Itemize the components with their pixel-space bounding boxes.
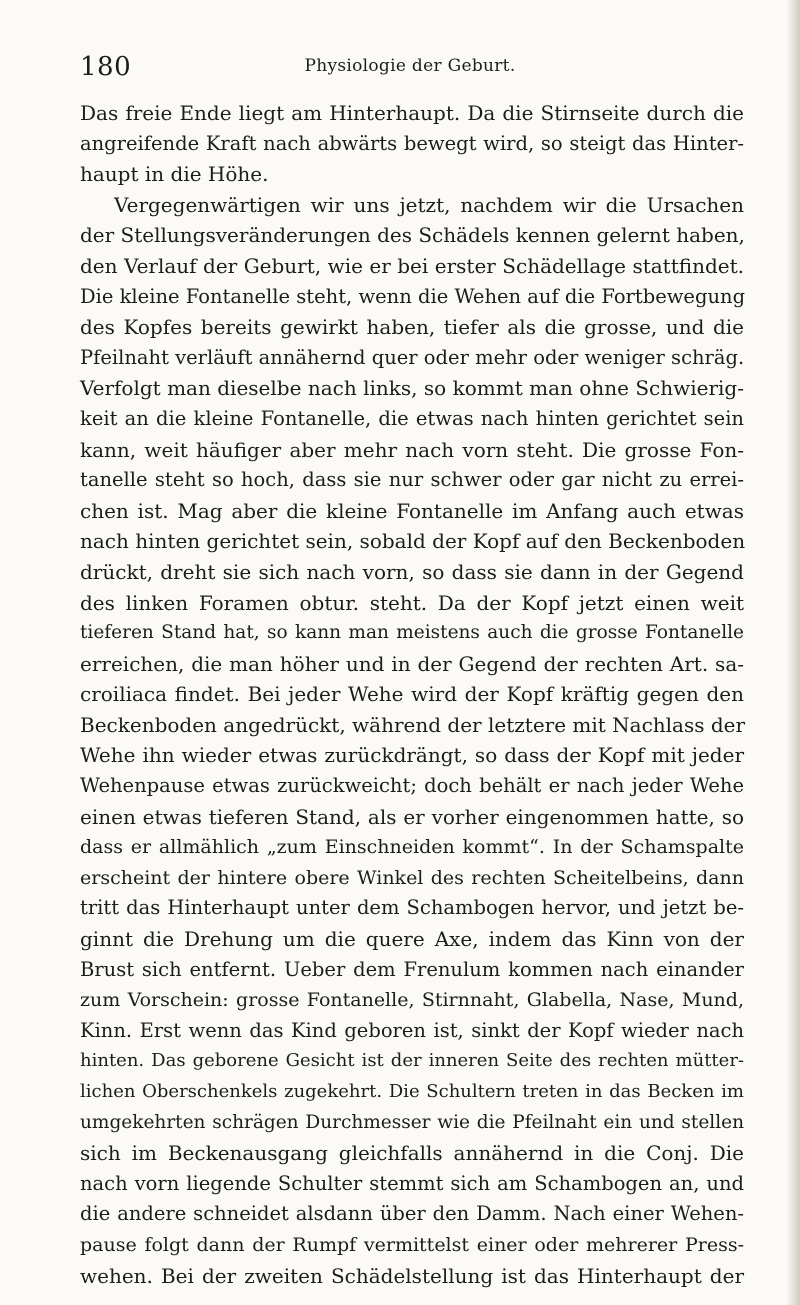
text-line: angreifende Kraft nach abwärts bewegt wird, so steigt das Hinter- [80,131,744,155]
text-line: die andere schneidet alsdann über den Damm. Nach einer Wehen- [80,1202,744,1226]
text-line: croiliaca findet. Bei jeder Wehe wird der Kopf kräftig gegen den [80,682,744,707]
text-line: Vergegenwärtigen wir uns jetzt, nachdem wir die Ursachen [114,192,744,217]
page-number: 180 [80,52,132,82]
text-line: chen ist. Mag aber die kleine Fontanelle im Anfang auch etwas [80,498,744,523]
text-line: nach vorn liegende Schulter stemmt sich am Schambogen an, und [80,1171,744,1195]
text-line: erscheint der hintere obere Winkel des rechten Scheitelbeins, dann [80,866,744,889]
text-line: nach hinten gerichtet sein, sobald der Kopf auf den Beckenboden [80,529,746,554]
text-line: lichen Oberschenkels zugekehrt. Die Schultern treten in das Becken im [80,1081,744,1102]
running-head: Physiologie der Geburt. [304,56,516,76]
page-header [80,52,740,82]
text-line: des Kopfes bereits gewirkt haben, tiefer als die grosse, und die [80,315,744,340]
text-line: Die kleine Fontanelle steht, wenn die Wehen auf die Fortbewegung [80,284,746,308]
text-line: pause folgt dann der Rumpf vermittelst einer oder mehrerer Press- [80,1233,744,1256]
text-line: ginnt die Drehung um die quere Axe, indem das Kinn von der [80,927,744,952]
text-line: Kinn. Erst wenn das Kind geboren ist, sinkt der Kopf wieder nach [80,1018,744,1042]
text-line: Brust sich entfernt. Ueber dem Frenulum kommen nach einander [80,957,744,981]
body-text [80,98,744,1291]
text-line: kann, weit häufiger aber mehr nach vorn steht. Die grosse Fon- [80,437,744,462]
text-line: haupt in die Höhe. [80,162,269,187]
text-line: Pfeilnaht verläuft annähernd quer oder mehr oder weniger schräg. [80,345,745,369]
text-line: sich im Beckenausgang gleichfalls annähernd in die Conj. Die [80,1141,744,1166]
text-line: Beckenboden angedrückt, während der letztere mit Nachlass der [80,712,746,737]
text-line: erreichen, die man höher und in der Gegend der rechten Art. sa- [80,651,744,676]
text-line: keit an die kleine Fontanelle, die etwas nach hinten gerichtet sein [80,406,744,430]
text-line: Das freie Ende liegt am Hinterhaupt. Da die Stirnseite durch die [80,101,744,125]
text-line: umgekehrten schrägen Durchmesser wie die Pfeilnaht ein und stellen [80,1111,744,1133]
text-line: tanelle steht so hoch, dass sie nur schwer oder gar nicht zu errei- [80,468,744,492]
text-line: Wehenpause etwas zurückweicht; doch behält er nach jeder Wehe [80,774,744,798]
text-line: des linken Foramen obtur. steht. Da der Kopf jetzt einen weit [80,590,744,615]
text-line: hinten. Das geborene Gesicht ist der inneren Seite des rechten mütter- [80,1050,744,1072]
text-line: drückt, dreht sie sich nach vorn, so dass sie dann in der Gegend [80,559,744,584]
text-line: tritt das Hinterhaupt unter dem Schambogen hervor, und jetzt be- [80,896,744,920]
text-line: der Stellungsveränderungen des Schädels kennen gelernt haben, [80,223,745,248]
page-edge-shadow [786,0,800,1305]
text-line: tieferen Stand hat, so kann man meistens auch die grosse Fontanelle [80,622,744,644]
text-line: einen etwas tieferen Stand, als er vorher eingenommen hatte, so [80,804,744,829]
text-line: dass er allmählich „zum Einschneiden kommt“. In der Schamspalte [80,836,744,859]
text-line: Verfolgt man dieselbe nach links, so kommt man ohne Schwierig- [80,376,744,401]
text-line: Wehe ihn wieder etwas zurückdrängt, so dass der Kopf mit jeder [80,743,744,768]
text-line: wehen. Bei der zweiten Schädelstellung ist das Hinterhaupt der [80,1263,744,1288]
text-line: den Verlauf der Geburt, wie er bei erster Schädellage stattfindet. [80,253,744,278]
text-line: zum Vorschein: grosse Fontanelle, Stirnnaht, Glabella, Nase, Mund, [80,989,744,1012]
